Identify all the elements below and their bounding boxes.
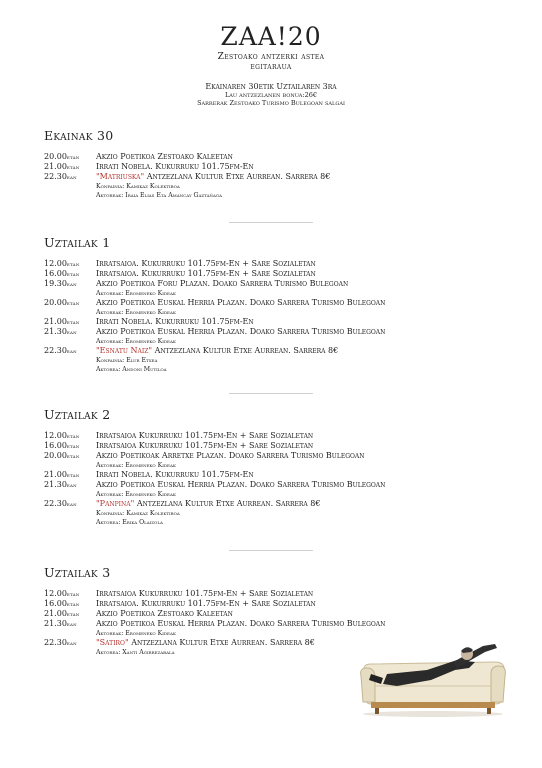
event-row xyxy=(44,589,504,599)
event-row xyxy=(44,451,504,461)
event-description xyxy=(96,162,254,172)
event-time xyxy=(44,298,96,309)
event-text: Antzezlana Kultur Etxe Aurrean. Sarrera 8€ xyxy=(152,346,339,355)
event-time-suffix: ean xyxy=(66,330,77,336)
event-time-value: 21.30 xyxy=(44,480,67,489)
event-text: Akzio Poetikoa Foru Plazan. Doako Sarrera Turismo Bulegoan xyxy=(96,279,349,288)
event-time-value: 21.30 xyxy=(44,327,67,336)
day-section-0 xyxy=(44,129,504,200)
event-time xyxy=(44,451,96,462)
event-time xyxy=(44,172,96,183)
event-description xyxy=(96,298,385,308)
event-note: Aktoreak: Eromeneko Kideak xyxy=(96,491,176,498)
event-text: Irrati Nobela. Kukurruku 101.75fm-En xyxy=(96,470,254,479)
event-time-value: 12.00 xyxy=(44,259,67,268)
event-time-suffix: etan xyxy=(66,262,80,268)
event-note: Aktoreak: Eromeneko Kideak xyxy=(96,462,176,469)
page-title: ZAA!20 xyxy=(220,22,322,51)
event-description xyxy=(96,451,365,461)
event-description xyxy=(96,499,320,509)
day-section-1 xyxy=(44,236,504,374)
event-row xyxy=(44,441,504,451)
event-description xyxy=(96,609,233,619)
date-range: Ekainaren 30etik Uztailaren 3ra xyxy=(205,82,337,91)
show-title: "Matriuska" xyxy=(96,172,145,181)
event-note: Konpainia: Kamikaz Kolektiboa xyxy=(96,510,180,517)
event-time-value: 21.00 xyxy=(44,470,67,479)
event-time-suffix: etan xyxy=(66,320,80,326)
subtitle: Zestoako antzerki astea xyxy=(217,52,325,62)
event-description xyxy=(96,152,233,162)
event-time-suffix: ean xyxy=(66,175,77,181)
event-list xyxy=(44,152,504,200)
event-time-value: 20.00 xyxy=(44,152,67,161)
show-title: "Esnatu Naiz" xyxy=(96,346,153,355)
event-row xyxy=(44,480,504,490)
event-text: Irratsaioa. Kukurruku 101.75fm-En + Sare Sozialetan xyxy=(96,259,316,268)
event-row xyxy=(44,499,504,509)
event-time-suffix: etan xyxy=(66,592,80,598)
event-time-suffix: ean xyxy=(66,483,77,489)
event-time-value: 22.30 xyxy=(44,499,67,508)
sofa-illustration xyxy=(357,634,509,718)
event-time xyxy=(44,279,96,290)
event-time-suffix: ean xyxy=(66,502,77,508)
event-text: Antzezlana Kultur Etxe Aurrean. Sarrera 8€ xyxy=(134,499,321,508)
event-description xyxy=(96,346,338,356)
event-time-suffix: etan xyxy=(66,165,80,171)
event-text: Antzezlana Kultur Etxe Aurrean. Sarrera 8€ xyxy=(144,172,331,181)
event-time-suffix: ean xyxy=(66,641,77,647)
event-time-value: 21.00 xyxy=(44,609,67,618)
event-row xyxy=(44,609,504,619)
event-note: Aktorea: Erika Olaizola xyxy=(96,519,163,526)
event-time xyxy=(44,327,96,338)
event-time xyxy=(44,638,96,649)
divider xyxy=(229,393,313,394)
event-text: Akzio Poetikoak Arretxe Plazan. Doako Sarrera Turismo Bulegoan xyxy=(96,451,365,460)
event-time-suffix: etan xyxy=(66,434,80,440)
event-text: Akzio Poetikoa Euskal Herria Plazan. Doako Sarrera Turismo Bulegoan xyxy=(96,480,386,489)
event-list xyxy=(44,431,504,527)
event-time-value: 21.00 xyxy=(44,317,67,326)
event-row xyxy=(44,172,504,182)
event-time-suffix: etan xyxy=(66,155,80,161)
event-text: Irratsaioa Kukurruku 101.75fm-En + Sare Sozialetan xyxy=(96,431,314,440)
event-note: Konpainia: Elur Etxea xyxy=(96,357,158,364)
event-description xyxy=(96,431,313,441)
event-row xyxy=(44,269,504,279)
event-row xyxy=(44,431,504,441)
event-row xyxy=(44,317,504,327)
day-heading: Uztailak 2 xyxy=(44,407,111,422)
divider xyxy=(229,550,313,551)
show-title: "Panpina" xyxy=(96,499,135,508)
event-text: Akzio Poetikoa Zestoako Kaleetan xyxy=(96,609,233,618)
page-header xyxy=(0,22,542,107)
event-time-suffix: etan xyxy=(66,301,80,307)
divider xyxy=(229,222,313,223)
event-row xyxy=(44,346,504,356)
event-text: Irrati Nobela. Kukurruku 101.75fm-En xyxy=(96,317,254,326)
event-description xyxy=(96,599,316,609)
event-description xyxy=(96,317,254,327)
event-description xyxy=(96,638,315,648)
event-row xyxy=(44,327,504,337)
event-description xyxy=(96,470,254,480)
event-list xyxy=(44,259,504,374)
event-text: Akzio Poetikoa Euskal Herria Plazan. Doako Sarrera Turismo Bulegoan xyxy=(96,619,386,628)
event-description xyxy=(96,441,313,451)
event-text: Akzio Poetikoa Euskal Herria Plazan. Doako Sarrera Turismo Bulegoan xyxy=(96,327,386,336)
event-text: Antzezlana Kultur Etxe Aurrean. Sarrera 8€ xyxy=(128,638,315,647)
event-row xyxy=(44,599,504,609)
event-time-value: 21.30 xyxy=(44,619,67,628)
event-time xyxy=(44,619,96,630)
event-text: Irratsaioa Kukurruku 101.75fm-En + Sare Sozialetan xyxy=(96,441,314,450)
event-description xyxy=(96,589,313,599)
event-description xyxy=(96,172,330,182)
event-description xyxy=(96,259,316,269)
event-time-value: 22.30 xyxy=(44,346,67,355)
event-description xyxy=(96,279,348,289)
event-time-suffix: etan xyxy=(66,612,80,618)
event-row xyxy=(44,470,504,480)
event-time xyxy=(44,499,96,510)
event-time xyxy=(44,346,96,357)
event-time-suffix: ean xyxy=(66,622,77,628)
event-time-value: 12.00 xyxy=(44,589,67,598)
event-time-value: 22.30 xyxy=(44,172,67,181)
event-row xyxy=(44,259,504,269)
event-description xyxy=(96,327,385,337)
event-note: Aktoreak: Eromeneko Kideak xyxy=(96,630,176,637)
event-text: Irratsaioa Kukurruku 101.75fm-En + Sare Sozialetan xyxy=(96,589,314,598)
event-note: Aktoreak: Iraia Elias Eta Amancay Gaztañaga xyxy=(96,192,222,199)
event-row xyxy=(44,152,504,162)
event-time-suffix: etan xyxy=(66,473,80,479)
subtitle-program: egitaraua xyxy=(250,62,292,72)
event-time-suffix: ean xyxy=(66,349,77,355)
event-text: Akzio Poetikoa Euskal Herria Plazan. Doako Sarrera Turismo Bulegoan xyxy=(96,298,386,307)
event-description xyxy=(96,480,385,490)
event-time-value: 21.00 xyxy=(44,162,67,171)
event-time-value: 16.00 xyxy=(44,441,67,450)
event-time-suffix: etan xyxy=(66,272,80,278)
day-heading: Uztailak 3 xyxy=(44,565,111,580)
event-row xyxy=(44,279,504,289)
event-time-value: 16.00 xyxy=(44,599,67,608)
day-heading: Uztailak 1 xyxy=(44,235,111,250)
event-time-suffix: ean xyxy=(66,282,77,288)
event-text: Akzio Poetikoa Zestoako Kaleetan xyxy=(96,152,233,161)
event-time-value: 22.30 xyxy=(44,638,67,647)
event-text: Irratsaioa. Kukurruku 101.75fm-En + Sare Sozialetan xyxy=(96,599,316,608)
event-note: Konpainia: Kamikaz Kolektiboa xyxy=(96,183,180,190)
event-description xyxy=(96,619,385,629)
event-note: Aktoreak: Eromeneko Kideak xyxy=(96,290,176,297)
event-time xyxy=(44,480,96,491)
event-row xyxy=(44,619,504,629)
event-description xyxy=(96,269,316,279)
event-text: Irrati Nobela. Kukurruku 101.75fm-En xyxy=(96,162,254,171)
event-time-value: 12.00 xyxy=(44,431,67,440)
show-title: "Satiro" xyxy=(96,638,129,647)
ticket-info: Sarrerak Zestoako Turismo Bulegoan salgai xyxy=(197,99,345,107)
day-section-2 xyxy=(44,408,504,527)
bonus-info: Lau antzezlanen bonua:26€ xyxy=(224,91,318,99)
day-heading: Ekainak 30 xyxy=(44,128,114,143)
event-time-suffix: etan xyxy=(66,454,80,460)
event-row xyxy=(44,162,504,172)
event-time-value: 20.00 xyxy=(44,451,67,460)
man-on-sofa-icon xyxy=(357,634,509,718)
event-note: Aktoreak: Eromeneko Kideak xyxy=(96,338,176,345)
event-note: Aktoreak: Eromeneko Kideak xyxy=(96,309,176,316)
event-text: Irratsaioa. Kukurruku 101.75fm-En + Sare Sozialetan xyxy=(96,269,316,278)
event-time-value: 20.00 xyxy=(44,298,67,307)
event-note: Aktorea: Andoni Mutiloa xyxy=(96,366,167,373)
event-time-value: 16.00 xyxy=(44,269,67,278)
event-row xyxy=(44,298,504,308)
event-time-suffix: etan xyxy=(66,602,80,608)
event-note: Aktorea: Xanti Agirrezabala xyxy=(96,649,175,656)
event-time-suffix: etan xyxy=(66,444,80,450)
event-time-value: 19.30 xyxy=(44,279,67,288)
